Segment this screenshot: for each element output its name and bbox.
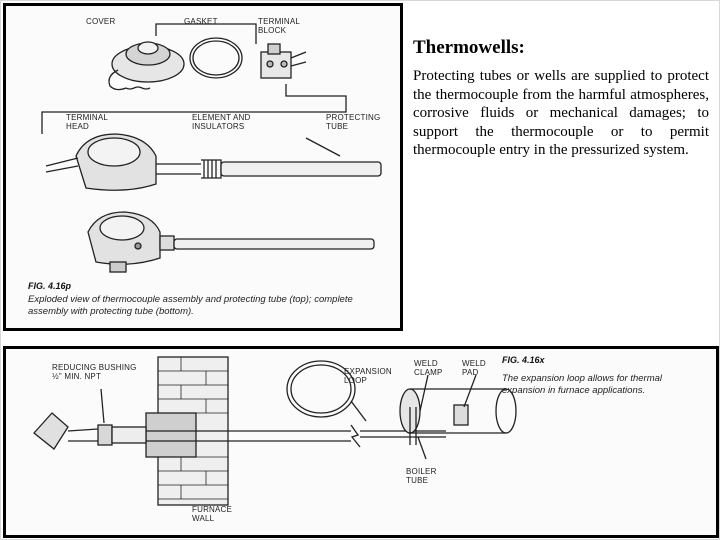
label-weld-clamp: WELD CLAMP (414, 359, 443, 377)
label-gasket: GASKET (184, 17, 218, 26)
figure-expansion-loop-panel (6, 349, 716, 535)
label-weld-pad: WELD PAD (462, 359, 486, 377)
section-body: Protecting tubes or wells are supplied to protect the thermocouple from the harmful atmospheres, corrosive fluids or mechanical damages; to support the thermocouple or to permit thermocouple entry in the pressurized system. (413, 68, 709, 159)
figure-exploded-thermocouple (3, 3, 403, 331)
label-element-insulators: ELEMENT AND INSULATORS (192, 113, 251, 131)
exploded-assembly-drawing (6, 6, 400, 328)
label-terminal-head: TERMINAL HEAD (66, 113, 109, 131)
figure-bottom-caption: The expansion loop allows for thermal expansion in furnace applications. (502, 373, 663, 396)
section-heading: Thermowells: (413, 37, 525, 58)
figure-expansion-loop (3, 346, 719, 538)
figure-top-number: FIG. 4.16p (28, 281, 72, 291)
label-terminal-block: TERMINAL BLOCK (258, 17, 301, 35)
figure-exploded-thermocouple-panel (6, 6, 400, 328)
figure-bottom-number: FIG. 4.16x (502, 355, 545, 365)
label-reducing-bushing: REDUCING BUSHING ½" MIN. NPT (52, 363, 137, 381)
figure-top-caption: Exploded view of thermocouple assembly and protecting tube (top); complete assembly with protecting tube (bottom). (28, 294, 353, 317)
label-expansion-loop: EXPANSION LOOP (344, 367, 392, 385)
text-panel (413, 37, 709, 160)
label-protecting-tube: PROTECTING TUBE (326, 113, 381, 131)
label-cover: COVER (86, 17, 116, 26)
label-boiler-tube: BOILER TUBE (406, 467, 437, 485)
label-furnace-wall: FURNACE WALL (192, 505, 233, 523)
